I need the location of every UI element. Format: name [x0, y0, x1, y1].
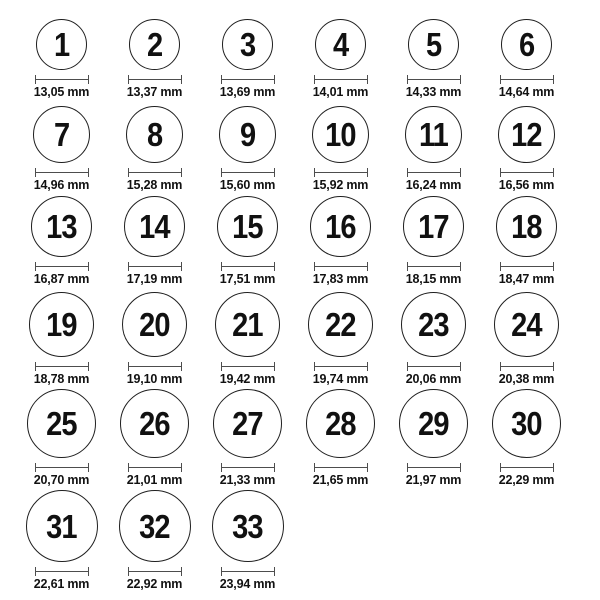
size-cell-9	[201, 106, 294, 192]
size-cell-23	[387, 292, 480, 386]
size-cell-13	[15, 196, 108, 286]
diameter-measure-bar	[35, 168, 89, 177]
diameter-measure-bar	[407, 463, 461, 472]
diameter-measure-bar	[407, 362, 461, 371]
diameter-label: 19,10 mm	[126, 372, 183, 386]
size-cell-28	[294, 389, 387, 487]
size-cell-32	[108, 490, 201, 591]
size-number: 15	[232, 208, 263, 245]
size-number: 30	[511, 405, 542, 442]
diameter-label: 13,05 mm	[33, 85, 90, 99]
size-circle	[306, 389, 375, 458]
diameter-measure-bar	[500, 362, 554, 371]
diameter-label: 17,51 mm	[219, 272, 276, 286]
size-number: 23	[418, 306, 449, 343]
size-row-5	[15, 389, 600, 487]
size-number: 12	[511, 116, 542, 153]
diameter-label: 20,06 mm	[405, 372, 462, 386]
size-number: 18	[511, 208, 542, 245]
diameter-measure-bar	[128, 168, 182, 177]
diameter-measure-bar	[128, 75, 182, 84]
size-number: 25	[46, 405, 77, 442]
size-number: 16	[325, 208, 356, 245]
diameter-label: 16,87 mm	[33, 272, 90, 286]
diameter-measure-bar	[314, 168, 368, 177]
size-number: 13	[46, 208, 77, 245]
size-row-6	[15, 490, 600, 591]
diameter-label: 18,47 mm	[498, 272, 555, 286]
size-circle	[124, 196, 185, 257]
size-number: 8	[146, 116, 163, 153]
diameter-measure-bar	[221, 168, 275, 177]
diameter-measure-bar	[314, 463, 368, 472]
diameter-measure-bar	[221, 362, 275, 371]
size-circle	[122, 292, 187, 357]
size-circle	[29, 292, 94, 357]
diameter-measure-bar	[407, 75, 461, 84]
size-number: 21	[232, 306, 263, 343]
size-number: 6	[518, 26, 535, 63]
size-cell-20	[108, 292, 201, 386]
diameter-measure-bar	[128, 567, 182, 576]
size-number: 32	[139, 507, 170, 545]
size-number: 24	[511, 306, 542, 343]
size-number: 27	[232, 405, 263, 442]
size-cell-22	[294, 292, 387, 386]
size-number: 14	[139, 208, 170, 245]
diameter-label: 14,01 mm	[312, 85, 369, 99]
size-cell-27	[201, 389, 294, 487]
size-number: 2	[146, 26, 163, 63]
diameter-measure-bar	[500, 262, 554, 271]
diameter-measure-bar	[407, 262, 461, 271]
diameter-measure-bar	[35, 362, 89, 371]
size-circle	[501, 19, 552, 70]
diameter-label: 20,38 mm	[498, 372, 555, 386]
diameter-measure-bar	[500, 168, 554, 177]
diameter-label: 17,19 mm	[126, 272, 183, 286]
diameter-label: 22,92 mm	[126, 577, 183, 591]
diameter-label: 16,24 mm	[405, 178, 462, 192]
diameter-label: 22,29 mm	[498, 473, 555, 487]
size-circle	[401, 292, 466, 357]
size-circle	[33, 106, 90, 163]
size-circle	[496, 196, 557, 257]
size-cell-25	[15, 389, 108, 487]
size-number: 11	[419, 116, 448, 153]
size-circle	[129, 19, 180, 70]
size-circle	[212, 490, 284, 562]
size-number: 9	[239, 116, 256, 153]
size-cell-26	[108, 389, 201, 487]
diameter-measure-bar	[35, 567, 89, 576]
size-number: 1	[53, 26, 70, 63]
diameter-label: 21,33 mm	[219, 473, 276, 487]
size-row-1	[15, 19, 600, 99]
size-number: 5	[425, 26, 442, 63]
diameter-measure-bar	[500, 75, 554, 84]
size-cell-5	[387, 19, 480, 99]
size-cell-30	[480, 389, 573, 487]
size-number: 10	[325, 116, 356, 153]
size-cell-17	[387, 196, 480, 286]
diameter-measure-bar	[35, 262, 89, 271]
size-number: 4	[332, 26, 349, 63]
size-cell-15	[201, 196, 294, 286]
size-circle	[408, 19, 459, 70]
diameter-label: 13,69 mm	[219, 85, 276, 99]
size-cell-19	[15, 292, 108, 386]
size-cell-1	[15, 19, 108, 99]
diameter-label: 19,74 mm	[312, 372, 369, 386]
diameter-measure-bar	[500, 463, 554, 472]
size-circle	[494, 292, 559, 357]
diameter-label: 14,33 mm	[405, 85, 462, 99]
diameter-label: 15,60 mm	[219, 178, 276, 192]
size-cell-18	[480, 196, 573, 286]
size-cell-4	[294, 19, 387, 99]
size-row-2	[15, 106, 600, 192]
size-circle	[36, 19, 87, 70]
size-cell-14	[108, 196, 201, 286]
diameter-measure-bar	[314, 262, 368, 271]
size-cell-6	[480, 19, 573, 99]
size-cell-11	[387, 106, 480, 192]
size-cell-12	[480, 106, 573, 192]
size-number: 33	[232, 507, 263, 545]
diameter-measure-bar	[221, 75, 275, 84]
diameter-label: 14,96 mm	[33, 178, 90, 192]
size-number: 3	[239, 26, 256, 63]
size-number: 22	[325, 306, 356, 343]
diameter-measure-bar	[128, 463, 182, 472]
size-cell-21	[201, 292, 294, 386]
diameter-measure-bar	[221, 463, 275, 472]
diameter-label: 18,78 mm	[33, 372, 90, 386]
size-cell-8	[108, 106, 201, 192]
size-circle	[26, 490, 98, 562]
diameter-label: 14,64 mm	[498, 85, 555, 99]
size-circle	[492, 389, 561, 458]
size-circle	[308, 292, 373, 357]
diameter-label: 19,42 mm	[219, 372, 276, 386]
diameter-label: 21,97 mm	[405, 473, 462, 487]
size-number: 26	[139, 405, 170, 442]
size-number: 20	[139, 306, 170, 343]
size-circle	[215, 292, 280, 357]
size-circle	[315, 19, 366, 70]
size-number: 17	[418, 208, 449, 245]
size-circle	[399, 389, 468, 458]
size-cell-29	[387, 389, 480, 487]
size-cell-24	[480, 292, 573, 386]
diameter-label: 17,83 mm	[312, 272, 369, 286]
diameter-measure-bar	[221, 567, 275, 576]
size-number: 7	[53, 116, 70, 153]
size-circle	[403, 196, 464, 257]
diameter-label: 13,37 mm	[126, 85, 183, 99]
size-number: 28	[325, 405, 356, 442]
diameter-label: 16,56 mm	[498, 178, 555, 192]
diameter-measure-bar	[314, 362, 368, 371]
size-cell-10	[294, 106, 387, 192]
size-cell-3	[201, 19, 294, 99]
size-circle	[120, 389, 189, 458]
diameter-measure-bar	[407, 168, 461, 177]
diameter-measure-bar	[128, 262, 182, 271]
diameter-label: 21,01 mm	[126, 473, 183, 487]
diameter-measure-bar	[35, 463, 89, 472]
diameter-label: 15,92 mm	[312, 178, 369, 192]
diameter-measure-bar	[128, 362, 182, 371]
size-circle	[312, 106, 369, 163]
size-circle	[219, 106, 276, 163]
diameter-label: 22,61 mm	[33, 577, 90, 591]
size-row-4	[15, 292, 600, 386]
size-number: 31	[46, 507, 77, 545]
size-circle	[217, 196, 278, 257]
size-cell-33	[201, 490, 294, 591]
size-number: 29	[418, 405, 449, 442]
size-circle	[498, 106, 555, 163]
size-circle	[310, 196, 371, 257]
size-circle	[119, 490, 191, 562]
size-circle	[405, 106, 462, 163]
size-number: 19	[46, 306, 77, 343]
size-circle	[126, 106, 183, 163]
diameter-label: 23,94 mm	[219, 577, 276, 591]
diameter-measure-bar	[35, 75, 89, 84]
diameter-measure-bar	[221, 262, 275, 271]
diameter-label: 18,15 mm	[405, 272, 462, 286]
diameter-label: 21,65 mm	[312, 473, 369, 487]
size-cell-16	[294, 196, 387, 286]
diameter-label: 15,28 mm	[126, 178, 183, 192]
size-row-3	[15, 196, 600, 286]
size-circle	[213, 389, 282, 458]
size-cell-31	[15, 490, 108, 591]
size-circle	[27, 389, 96, 458]
size-cell-7	[15, 106, 108, 192]
diameter-label: 20,70 mm	[33, 473, 90, 487]
diameter-measure-bar	[314, 75, 368, 84]
size-cell-2	[108, 19, 201, 99]
size-circle	[222, 19, 273, 70]
size-circle	[31, 196, 92, 257]
